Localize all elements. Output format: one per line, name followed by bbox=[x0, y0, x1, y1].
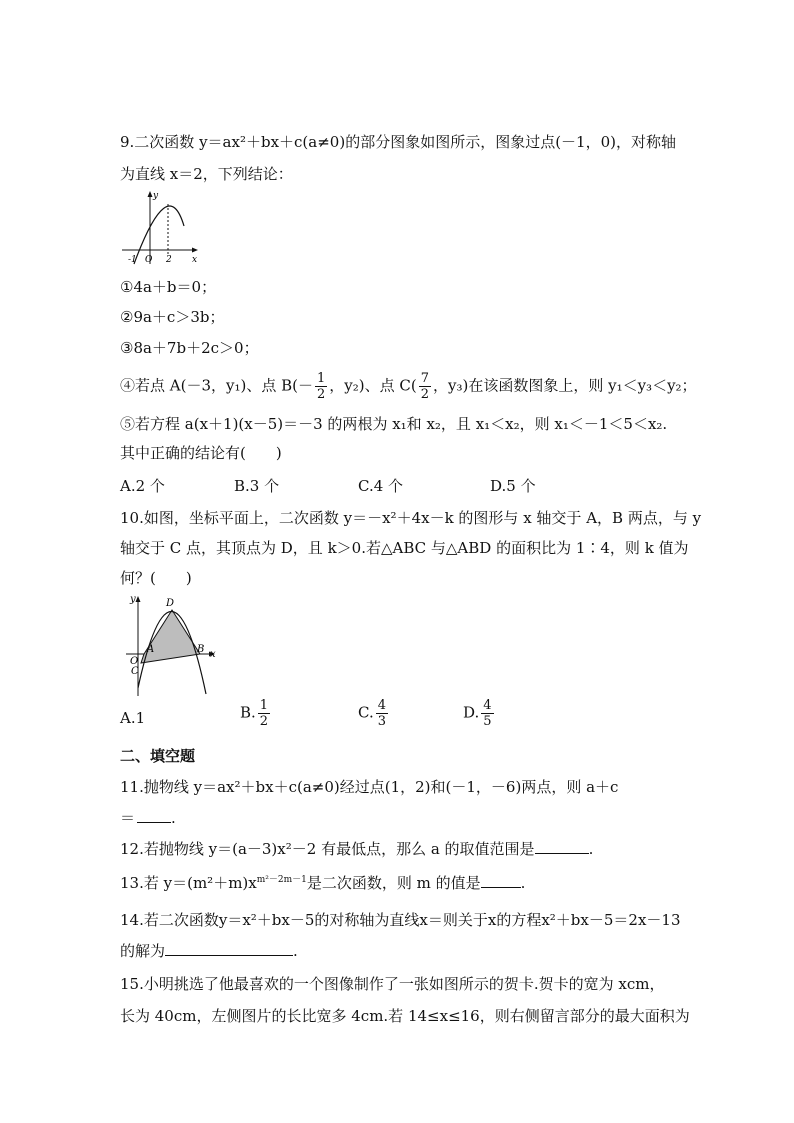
q9-c4-f1-den: 2 bbox=[316, 387, 326, 402]
q10-option-c-num: 4 bbox=[377, 698, 386, 713]
q15-line1: 15.小明挑选了他最喜欢的一个图像制作了一张如图所示的贺卡.贺卡的宽为 xcm， bbox=[120, 975, 665, 993]
q14-line2: 的解为 . bbox=[120, 942, 298, 960]
q10-line2: 轴交于 C 点，其顶点为 D，且 k＞0.若△ABC 与△ABD 的面积比为 1∶4，则 k 值为 bbox=[120, 539, 689, 557]
q9-c4-part-b: ，y₂)、点 C( bbox=[329, 376, 417, 395]
q9-option-d: D.5 个 bbox=[490, 477, 536, 495]
q9-conclusion-1: ①4a＋b＝0； bbox=[120, 278, 217, 296]
q14-line1: 14.若二次函数y＝x²＋bx－5的对称轴为直线x＝则关于x的方程x²＋bx－5＝2x－13 bbox=[120, 911, 681, 929]
q13-line: 13.若 $y=(m^2+m)x^{m^2-2m-1}$是二次函数，则 m 的值是 . bbox=[120, 874, 526, 892]
q10-option-d-fraction bbox=[481, 698, 493, 729]
q9-origin-label: O bbox=[145, 255, 153, 265]
q9-conclusion-4 bbox=[120, 371, 697, 402]
q14-prefix: 的解为 bbox=[120, 942, 166, 960]
q10-point-a-label: A bbox=[147, 644, 155, 655]
q10-option-a: A.1 bbox=[120, 709, 146, 727]
q13-pre: 13.若 y＝ bbox=[120, 874, 188, 892]
q9-c4-f2-den: 2 bbox=[420, 387, 429, 402]
q9-option-c: C.4 个 bbox=[358, 477, 404, 495]
q9-c4-f2-num: 7 bbox=[420, 371, 429, 386]
q10-origin-label: O bbox=[130, 656, 139, 667]
q9-line1: 9.二次函数 y＝ax²＋bx＋c(a≠0)的部分图象如图所示，图象过点(－1，0)，对称轴 bbox=[120, 133, 676, 151]
q11-line2: ＝ . bbox=[120, 809, 176, 827]
q10-option-b-fraction bbox=[258, 698, 270, 729]
q10-option-b-prefix: B. bbox=[240, 703, 256, 722]
q9-prompt: 其中正确的结论有( ) bbox=[120, 444, 282, 462]
q11-equals: ＝ bbox=[120, 809, 136, 827]
q9-x-label: x bbox=[192, 255, 198, 265]
q12-text: 12.若抛物线 y＝(a－3)x²－2 有最低点，那么 a 的取值范围是 bbox=[120, 840, 535, 858]
q10-point-c-label: C bbox=[131, 666, 139, 677]
q9-parabola-figure bbox=[120, 186, 202, 266]
q12-answer-blank bbox=[535, 839, 589, 854]
q9-conclusion-3: ③8a＋7b＋2c＞0； bbox=[120, 339, 259, 357]
q14-answer-blank bbox=[165, 941, 293, 956]
q9-option-b: B.3 个 bbox=[234, 477, 280, 495]
q12-line: 12.若抛物线 y＝(a－3)x²－2 有最低点，那么 a 的取值范围是 . bbox=[120, 840, 594, 858]
q10-line3: 何？( ) bbox=[120, 569, 192, 587]
q10-option-d-prefix: D. bbox=[463, 703, 480, 722]
q9-conclusion-5: ⑤若方程 a(x＋1)(x－5)＝－3 的两根为 x₁和 x₂，且 x₁＜x₂，则 x₁＜－1＜5＜x₂. bbox=[120, 415, 668, 433]
q13-answer-blank bbox=[481, 873, 521, 888]
q10-vertex-label: D bbox=[166, 598, 175, 609]
q9-two-label: 2 bbox=[166, 255, 172, 265]
q10-option-d-den: 5 bbox=[483, 714, 492, 729]
q10-option-c-fraction bbox=[376, 698, 388, 729]
q9-line2: 为直线 x＝2，下列结论： bbox=[120, 165, 293, 183]
q10-y-label: y bbox=[130, 594, 136, 605]
q10-option-c-prefix: C. bbox=[358, 703, 374, 722]
q10-option-d bbox=[463, 698, 496, 729]
q9-c4-fraction-1 bbox=[315, 371, 327, 402]
q10-point-b-label: B bbox=[197, 644, 205, 655]
q11-answer-blank bbox=[137, 808, 171, 823]
q10-parabola-figure bbox=[120, 590, 220, 698]
q9-y-label: y bbox=[153, 191, 159, 201]
q13-base: x bbox=[248, 874, 257, 892]
q10-option-d-num: 4 bbox=[483, 698, 492, 713]
q10-option-b-den: 2 bbox=[259, 714, 269, 729]
q10-option-c bbox=[358, 698, 390, 729]
q10-option-c-den: 3 bbox=[377, 714, 386, 729]
q9-c4-fraction-2 bbox=[419, 371, 431, 402]
q9-c4-part-c: ，y₃)在该函数图象上，则 y₁＜y₃＜y₂； bbox=[432, 376, 697, 395]
q10-x-label: x bbox=[210, 649, 216, 660]
q13-paren: (m²＋m) bbox=[187, 874, 249, 892]
q10-option-b bbox=[240, 698, 272, 729]
q15-line2: 长为 40cm，左侧图片的长比宽多 4cm.若 14≤x≤16，则右侧留言部分的最大面积为 bbox=[120, 1007, 690, 1025]
section-heading-fill-in: 二、填空题 bbox=[120, 747, 196, 765]
q9-conclusion-2: ②9a＋c＞3b； bbox=[120, 308, 225, 326]
q13-exponent: m²－2m－1 bbox=[256, 875, 307, 885]
q9-neg1-label: -1 bbox=[128, 255, 137, 265]
q10-option-b-num: 1 bbox=[259, 698, 269, 713]
q9-c4-part-a: ④若点 A(－3，y₁)、点 B(－ bbox=[120, 376, 313, 395]
q10-line1: 10.如图，坐标平面上，二次函数 y＝－x²＋4x－k 的图形与 x 轴交于 A，B 两点，与 y bbox=[120, 509, 702, 527]
q13-post: 是二次函数，则 m 的值是 bbox=[306, 874, 481, 892]
q11-line1: 11.抛物线 y＝ax²＋bx＋c(a≠0)经过点(1，2)和(－1，－6)两点，则 a＋c bbox=[120, 778, 619, 796]
q9-option-a: A.2 个 bbox=[120, 477, 165, 495]
q9-c4-f1-num: 1 bbox=[316, 371, 326, 386]
